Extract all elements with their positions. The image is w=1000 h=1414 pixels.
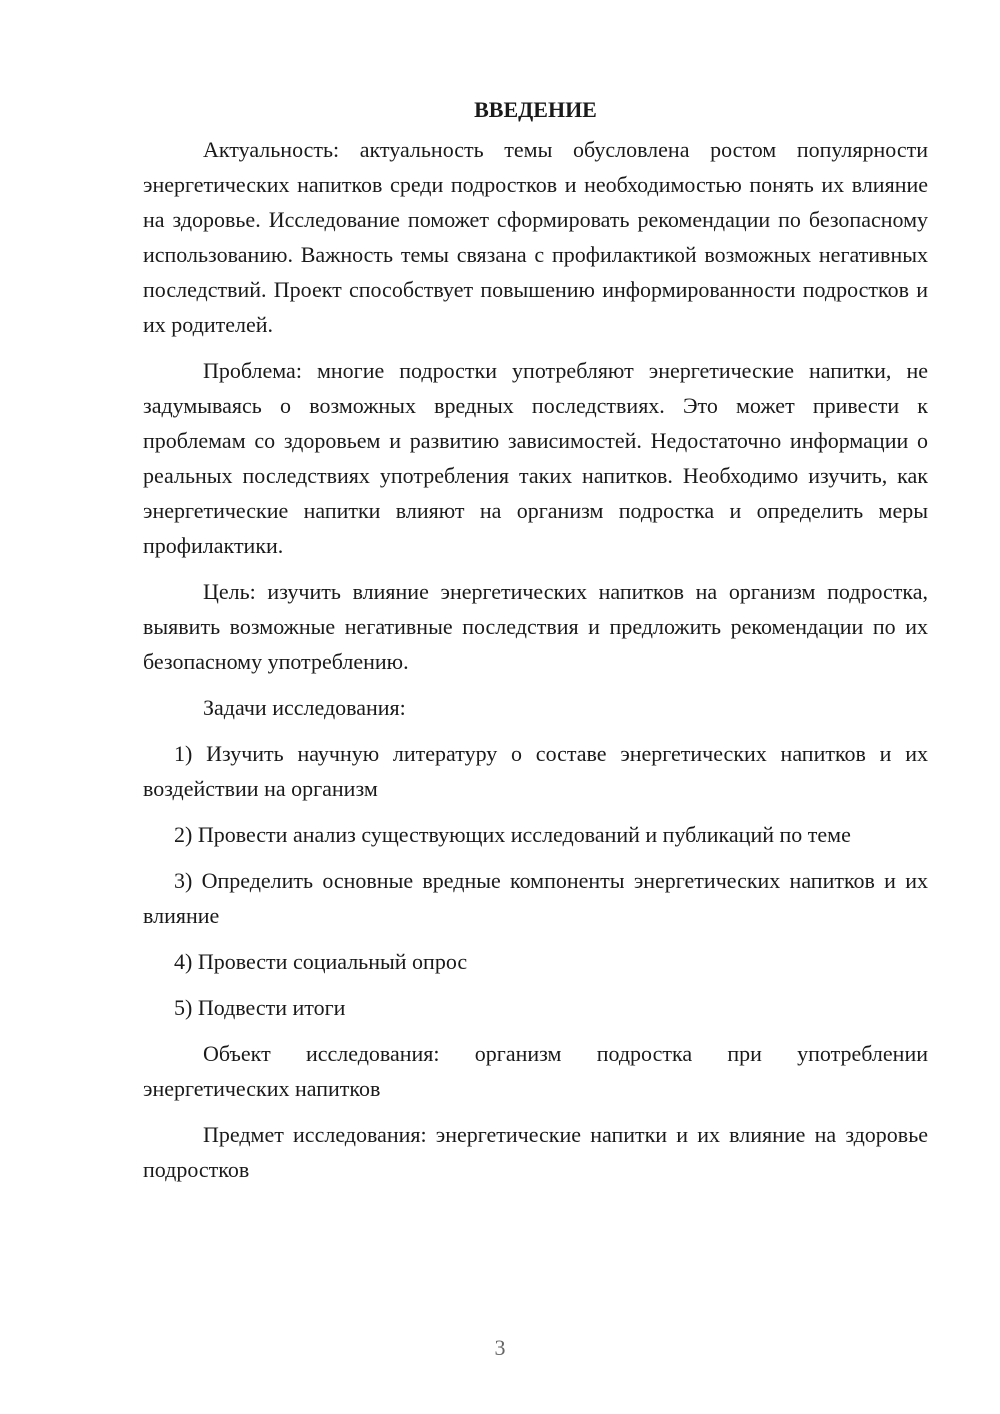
subject-paragraph: Предмет исследования: энергетические напитки и их влияние на здоровье подростков: [143, 1122, 928, 1182]
list-item: 3) Определить основные вредные компоненты энергетических напитков и их влияние: [143, 868, 928, 928]
goal-paragraph: Цель: изучить влияние энергетических напитков на организм подростка, выявить возможные негативные последствия и предложить рекомендации по их безопасному употреблению.: [143, 579, 928, 674]
object-paragraph: Объект исследования: организм подростка при употреблении энергетических напитков: [143, 1041, 928, 1101]
document-page: [143, 92, 928, 1187]
problem-paragraph: Проблема: многие подростки употребляют энергетические напитки, не задумываясь о возможных вредных последствиях. Это может привести к проблемам со здоровьем и развитию зависимостей. Недостаточно информации о реальных последствиях употребления таких напитков. Необходимо изучить, как энергетические напитки влияют на организм подростка и определить меры профилактики.: [143, 358, 928, 558]
tasks-heading: Задачи исследования:: [203, 695, 406, 720]
list-item: 4) Провести социальный опрос: [174, 949, 468, 974]
page-title: ВВЕДЕНИЕ: [474, 97, 597, 122]
list-item: 1) Изучить научную литературу о составе энергетических напитков и их воздействии на организм: [143, 741, 928, 801]
list-item: 2) Провести анализ существующих исследований и публикаций по теме: [174, 822, 851, 847]
tasks-list: [143, 736, 928, 1025]
list-item: 5) Подвести итоги: [174, 995, 346, 1020]
relevance-paragraph: Актуальность: актуальность темы обусловлена ростом популярности энергетических напитков среди подростков и необходимостью понять их влияние на здоровье. Исследование поможет сформировать рекомендации по безопасному использованию. Важность темы связана с профилактикой возможных негативных последствий. Проект способствует повышению информированности подростков и их родителей.: [143, 137, 928, 337]
page-number: 3: [494, 1335, 506, 1360]
